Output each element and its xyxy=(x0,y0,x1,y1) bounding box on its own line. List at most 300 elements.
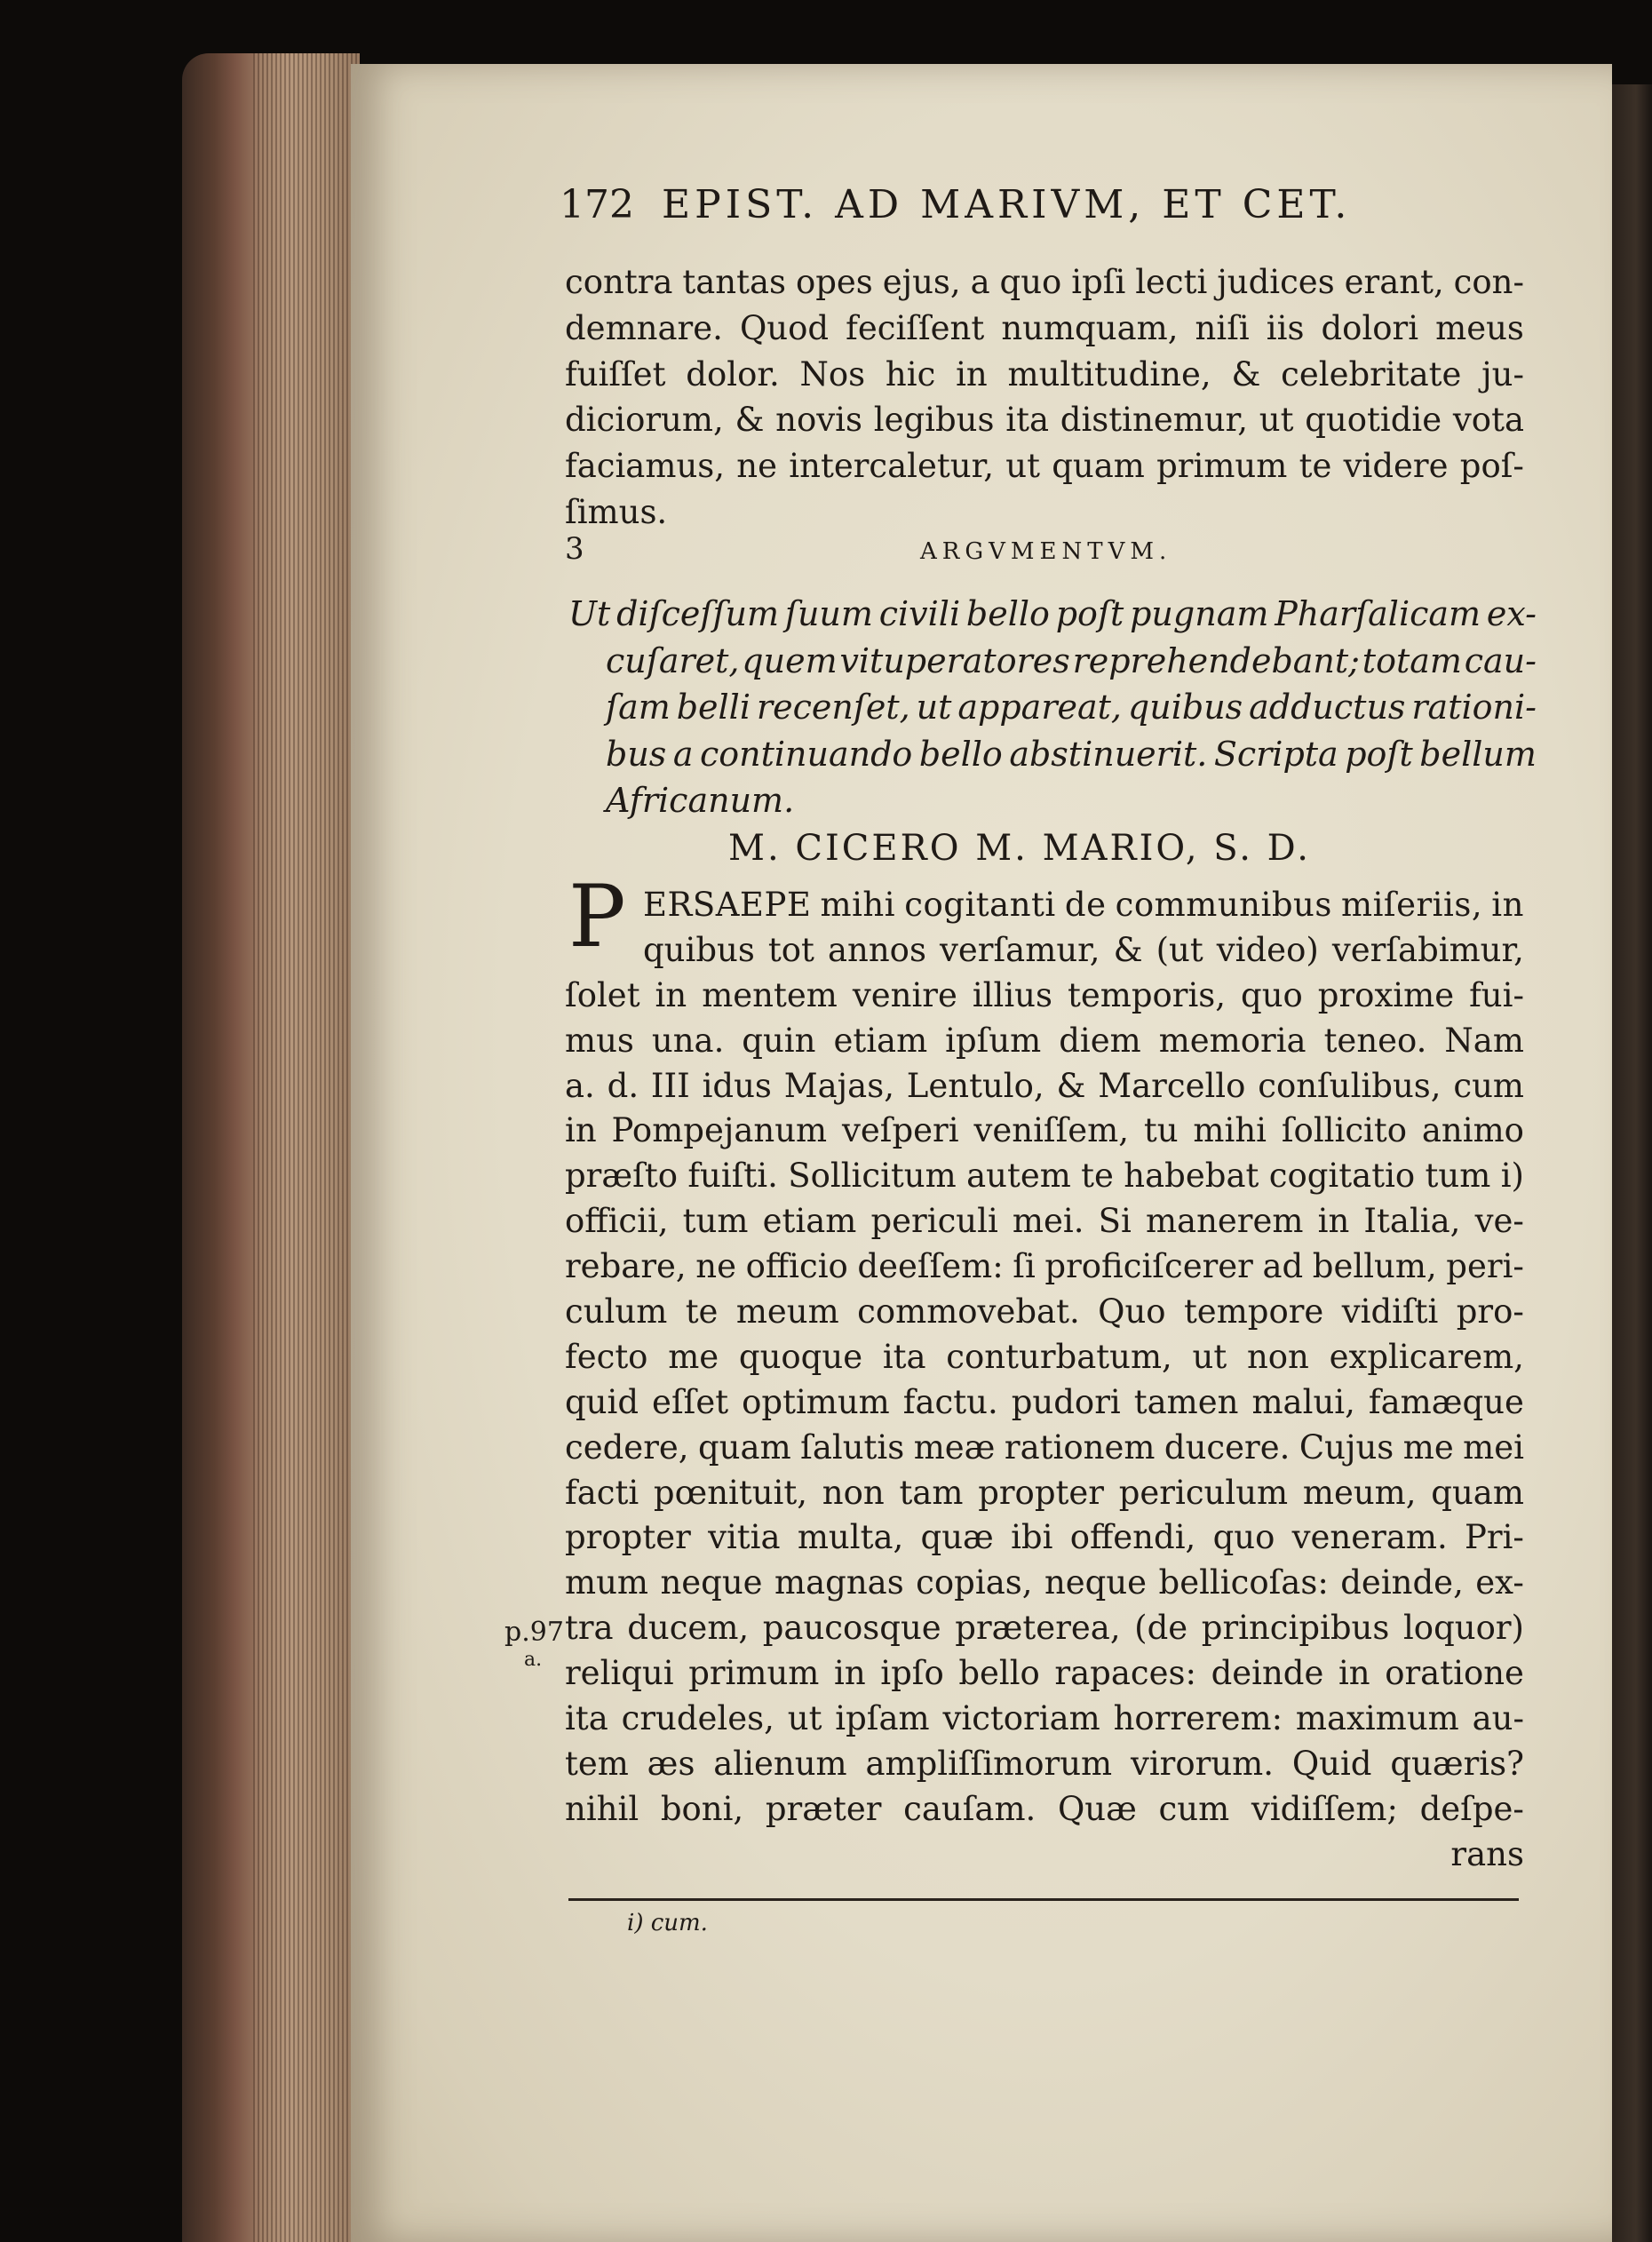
word: maximum xyxy=(1295,1699,1459,1738)
word: mihi xyxy=(820,886,896,924)
word: culum xyxy=(565,1292,668,1332)
word: fuiſſet xyxy=(565,354,666,394)
salutation: M. CICERO M. MARIO, S. D. xyxy=(728,828,1312,869)
word: præterea, xyxy=(955,1609,1121,1648)
word: ne xyxy=(695,1247,736,1286)
word: erant, xyxy=(1344,263,1444,301)
word: teneo. xyxy=(1323,1021,1427,1060)
book-page-edges xyxy=(182,53,360,2242)
word: demnare. xyxy=(565,308,723,347)
word: præter xyxy=(765,1789,882,1828)
argument-line: Africanum. xyxy=(606,781,795,820)
word: con- xyxy=(1453,263,1524,301)
word: opes xyxy=(795,263,873,301)
letter-line xyxy=(565,1697,1524,1742)
word: iis xyxy=(1266,308,1305,347)
word: & xyxy=(1056,1066,1086,1105)
word: crudeles, xyxy=(621,1699,774,1738)
word: poſ- xyxy=(1459,447,1524,486)
word: proficiſcerer xyxy=(1044,1247,1253,1286)
word: ſalutis xyxy=(800,1427,905,1467)
word: quin xyxy=(742,1021,816,1060)
word: miſeriis, xyxy=(1340,886,1483,924)
letter-line xyxy=(565,974,1524,1019)
word: Ut xyxy=(568,594,611,633)
word: a xyxy=(672,734,694,774)
word: multitudine, xyxy=(1007,354,1211,394)
word: & xyxy=(1231,354,1261,394)
word: Lentulo, xyxy=(906,1066,1044,1105)
margin-page-reference-sub: a. xyxy=(524,1649,543,1671)
word: non xyxy=(822,1473,885,1512)
letter-line xyxy=(565,1606,1524,1651)
word: Quo xyxy=(1098,1292,1166,1332)
word: quo xyxy=(999,263,1062,301)
word: periculi xyxy=(870,1202,998,1241)
word: continuando xyxy=(699,734,913,774)
word: offendi, xyxy=(1069,1518,1196,1557)
running-title: EPIST. AD MARIVM, ET CET. xyxy=(662,182,1352,227)
word: ejus, xyxy=(882,263,961,301)
word: novis xyxy=(775,401,862,440)
word: Nos xyxy=(799,354,866,394)
word: ut xyxy=(916,688,952,727)
word: optimum xyxy=(742,1382,890,1421)
word: ne xyxy=(736,447,778,486)
word: Pharſalicam xyxy=(1275,594,1481,633)
word: poſt xyxy=(1055,594,1124,633)
margin-page-reference: p.97 xyxy=(504,1617,564,1648)
word: poſt xyxy=(1345,734,1413,774)
word: pro- xyxy=(1456,1292,1524,1332)
word: annos xyxy=(827,930,926,969)
footnote: i) cum. xyxy=(627,1910,708,1936)
word: manerem xyxy=(1145,1202,1304,1241)
word: Pompejanum xyxy=(611,1111,828,1150)
word: deſpe- xyxy=(1419,1789,1524,1828)
word: ipſum xyxy=(945,1021,1042,1060)
text-line: ſimus. xyxy=(565,492,668,531)
word: diem xyxy=(1059,1021,1141,1060)
word: dolor. xyxy=(686,354,780,394)
letter-line xyxy=(565,1109,1524,1154)
letter-line xyxy=(565,1471,1524,1516)
word: copias, xyxy=(916,1563,1033,1602)
word: rationi- xyxy=(1411,688,1537,727)
letter-line xyxy=(565,1742,1524,1787)
word: in xyxy=(565,1111,597,1150)
word: veniſſem, xyxy=(973,1111,1130,1150)
word: cogitanti xyxy=(904,886,1056,924)
word: autem xyxy=(966,1157,1071,1196)
argument-text xyxy=(568,591,1537,824)
word: ut xyxy=(787,1699,822,1738)
word: Quod xyxy=(739,308,830,347)
word: ut xyxy=(1005,447,1040,486)
word: veſperi xyxy=(841,1111,959,1150)
word: Marcello xyxy=(1098,1066,1246,1105)
word: vidiſſem; xyxy=(1251,1789,1398,1828)
word: facti xyxy=(565,1473,639,1512)
word: ut xyxy=(1192,1337,1227,1376)
word: cau- xyxy=(1464,640,1537,680)
word: communibus xyxy=(1115,886,1332,924)
word: te xyxy=(685,1292,719,1332)
letter-line xyxy=(565,1064,1524,1109)
argument-line xyxy=(568,638,1537,685)
running-header xyxy=(560,182,1448,227)
word: mei xyxy=(1463,1427,1524,1467)
letter-line xyxy=(565,1244,1524,1290)
word: tot xyxy=(767,930,814,969)
word: ve- xyxy=(1474,1202,1524,1241)
word: præſto xyxy=(565,1157,678,1196)
word: vota xyxy=(1452,401,1524,440)
letter-line xyxy=(565,1380,1524,1426)
word: illius xyxy=(972,975,1052,1014)
word: lecti xyxy=(1135,263,1208,301)
letter-line xyxy=(565,928,1524,974)
word: tantas xyxy=(682,263,787,301)
word: appareat, xyxy=(957,688,1122,727)
word: au- xyxy=(1472,1699,1524,1738)
word: ita xyxy=(1005,401,1050,440)
word: ut xyxy=(1259,401,1294,440)
word: tum xyxy=(682,1202,749,1241)
word: (ut xyxy=(1156,930,1203,969)
word: cedere, xyxy=(565,1427,689,1467)
word: feciſſent xyxy=(846,308,985,347)
word: non xyxy=(1246,1337,1309,1376)
word: adductus xyxy=(1249,688,1406,727)
word: intercaletur, xyxy=(789,447,994,486)
argument-title: ARGVMENTVM. xyxy=(920,538,1172,565)
letter-line xyxy=(565,1335,1524,1380)
word: belli xyxy=(676,688,751,727)
word: primum xyxy=(688,1654,820,1693)
word: pœnituit, xyxy=(653,1473,808,1512)
word: proxime xyxy=(1317,975,1455,1014)
word: Italia, xyxy=(1363,1202,1461,1241)
word: quibus xyxy=(1127,688,1243,727)
word: primum xyxy=(1156,447,1288,486)
drop-cap: P xyxy=(568,867,626,966)
word: fuiſti. xyxy=(687,1157,778,1196)
word: Quid xyxy=(1291,1744,1372,1783)
word: Quæ xyxy=(1057,1789,1137,1828)
letter-line xyxy=(565,1290,1524,1335)
word: peri- xyxy=(1446,1247,1524,1286)
word: deinde, xyxy=(1340,1563,1464,1602)
word: quoque xyxy=(738,1337,863,1376)
word: oratione xyxy=(1385,1654,1524,1693)
word: pudori xyxy=(1011,1382,1121,1421)
word: hic xyxy=(885,354,936,394)
word: vidiſti xyxy=(1341,1292,1439,1332)
word: bello xyxy=(918,734,1003,774)
word: explicarem, xyxy=(1329,1337,1524,1376)
word: ipſi xyxy=(1071,263,1126,301)
word: deinde xyxy=(1211,1654,1324,1693)
word: meum, xyxy=(1302,1473,1417,1512)
argument-line xyxy=(568,591,1537,638)
word: ſollicito xyxy=(1281,1111,1408,1150)
word: rationem xyxy=(1004,1427,1156,1467)
page-edge-lines xyxy=(253,53,360,2242)
word: tamen xyxy=(1133,1382,1239,1421)
word: quæ xyxy=(920,1518,994,1557)
letter-line xyxy=(565,883,1524,928)
word: quo xyxy=(1241,975,1303,1014)
word: meus xyxy=(1435,308,1524,347)
word: d. xyxy=(607,1066,639,1105)
word: meum xyxy=(735,1292,839,1332)
text-line xyxy=(565,306,1524,352)
word: ex- xyxy=(1486,594,1537,633)
facing-page-strip xyxy=(1612,84,1652,2242)
word: neque xyxy=(660,1563,763,1602)
word: nihil xyxy=(565,1789,639,1828)
word: tum xyxy=(1425,1157,1491,1196)
catchword: rans xyxy=(1450,1834,1524,1873)
word: abstinuerit. xyxy=(1009,734,1208,774)
word: in xyxy=(1491,886,1524,924)
word: etiam xyxy=(762,1202,857,1241)
word: fecto xyxy=(565,1337,648,1376)
word: vitia xyxy=(708,1518,781,1557)
word: videre xyxy=(1343,447,1449,486)
letter-line xyxy=(565,1651,1524,1697)
word: famæque xyxy=(1368,1382,1524,1421)
word: reprehendebant; xyxy=(1072,640,1360,680)
word: quam xyxy=(1052,447,1145,486)
word: multa, xyxy=(797,1518,904,1557)
word: conſulibus, xyxy=(1258,1066,1442,1105)
word: paucosque xyxy=(762,1609,941,1648)
word: ſolet xyxy=(565,975,640,1014)
word: ſi xyxy=(1013,1247,1036,1286)
word: malui, xyxy=(1251,1382,1355,1421)
word: de xyxy=(1064,886,1107,924)
word: temporis, xyxy=(1067,975,1227,1014)
word: i) xyxy=(1500,1157,1524,1196)
word: me xyxy=(1402,1427,1454,1467)
word: mum xyxy=(565,1563,648,1602)
word: eſſet xyxy=(652,1382,729,1421)
word: mihi xyxy=(1193,1111,1267,1150)
word: venire xyxy=(852,975,957,1014)
word: habebat xyxy=(1124,1157,1259,1196)
letter-line xyxy=(565,1019,1524,1064)
word: contra xyxy=(565,263,673,301)
letter-line xyxy=(565,1787,1524,1833)
text-line xyxy=(565,397,1524,443)
word: ſuum xyxy=(784,594,873,633)
word: Pri- xyxy=(1465,1518,1524,1557)
word: memoria xyxy=(1158,1021,1307,1060)
word: ſam xyxy=(606,688,671,727)
word: diſceſſum xyxy=(616,594,780,633)
word: boni, xyxy=(660,1789,744,1828)
word: fui- xyxy=(1469,975,1524,1014)
word: propter xyxy=(565,1518,691,1557)
word: mus xyxy=(565,1021,634,1060)
text-line xyxy=(565,352,1524,398)
word: tempore xyxy=(1183,1292,1324,1332)
letter-line xyxy=(565,1199,1524,1244)
word: alienum xyxy=(713,1744,847,1783)
word: pugnam xyxy=(1130,594,1269,633)
word: legibus xyxy=(873,401,995,440)
word: rebare, xyxy=(565,1247,687,1286)
word: in xyxy=(833,1654,866,1693)
letter-number: 3 xyxy=(565,531,584,567)
word: judices xyxy=(1217,263,1335,301)
word: principibus xyxy=(1201,1609,1390,1648)
word: bello xyxy=(965,594,1050,633)
word: totam xyxy=(1362,640,1462,680)
word: in xyxy=(956,354,988,394)
argument-line xyxy=(568,731,1537,778)
word: & xyxy=(1113,930,1143,969)
word: te xyxy=(1299,447,1332,486)
text-line xyxy=(565,443,1524,489)
word: numquam, xyxy=(1001,308,1179,347)
word: quid xyxy=(565,1382,639,1421)
word: faciamus, xyxy=(565,447,726,486)
word: ibi xyxy=(1011,1518,1053,1557)
word: neque xyxy=(1044,1563,1148,1602)
word: quibus xyxy=(643,930,755,969)
continued-text xyxy=(565,259,1524,536)
word: quem xyxy=(742,640,838,680)
word: magnas xyxy=(774,1563,904,1602)
word: tam xyxy=(899,1473,964,1512)
word: veneram. xyxy=(1291,1518,1448,1557)
word: bellum, xyxy=(1312,1247,1437,1286)
letter-text xyxy=(565,883,1524,1878)
word: cauſam. xyxy=(903,1789,1036,1828)
word: in xyxy=(1317,1202,1350,1241)
word: bus xyxy=(606,734,667,774)
word: recenſet, xyxy=(756,688,910,727)
word: officii, xyxy=(565,1202,669,1241)
word: etiam xyxy=(833,1021,928,1060)
word: cum xyxy=(1453,1066,1524,1105)
word: horrerem: xyxy=(1113,1699,1283,1738)
word: rapaces: xyxy=(1054,1654,1196,1693)
argument-heading xyxy=(565,531,1524,567)
word: deeſſem: xyxy=(857,1247,1004,1286)
word: ipſo xyxy=(880,1654,944,1693)
word: Scripta xyxy=(1213,734,1338,774)
word: in xyxy=(655,975,687,1014)
word: ipſam xyxy=(835,1699,930,1738)
word: ampliſſimorum xyxy=(865,1744,1113,1783)
word: tem xyxy=(565,1744,629,1783)
word: mei. xyxy=(1012,1202,1084,1241)
letter-line xyxy=(565,1154,1524,1199)
word: Sollicitum xyxy=(788,1157,957,1196)
word: ad xyxy=(1262,1247,1304,1286)
word: quam xyxy=(1431,1473,1524,1512)
word: ducem, xyxy=(627,1609,750,1648)
word: meæ xyxy=(913,1427,996,1467)
word: commovebat. xyxy=(857,1292,1080,1332)
word: verſabimur, xyxy=(1331,930,1524,969)
word: te xyxy=(1081,1157,1114,1196)
word: ita xyxy=(565,1699,608,1738)
word: cum xyxy=(1158,1789,1230,1828)
word: distinemur, xyxy=(1060,401,1249,440)
word: factu. xyxy=(902,1382,998,1421)
word: loquor) xyxy=(1402,1609,1524,1648)
letter-line xyxy=(565,1561,1524,1606)
word: periculum xyxy=(1118,1473,1289,1512)
word: quæris? xyxy=(1390,1744,1524,1783)
letter-line xyxy=(565,1515,1524,1561)
word: civili xyxy=(878,594,961,633)
word: vituperatores xyxy=(839,640,1070,680)
word: officio xyxy=(745,1247,848,1286)
word: & xyxy=(735,401,765,440)
word: propter xyxy=(978,1473,1104,1512)
word: III xyxy=(650,1066,690,1105)
word: ju- xyxy=(1481,354,1524,394)
word: (de xyxy=(1134,1609,1188,1648)
word: verſamur, xyxy=(940,930,1100,969)
word: tra xyxy=(565,1609,614,1648)
word: quam xyxy=(698,1427,791,1467)
word: Si xyxy=(1098,1202,1132,1241)
word: diciorum, xyxy=(565,401,724,440)
word: a. xyxy=(565,1066,595,1105)
word: niſi xyxy=(1195,308,1250,347)
word: Nam xyxy=(1444,1021,1524,1060)
word: bellum xyxy=(1419,734,1537,774)
text-line xyxy=(565,259,1524,306)
word: celebritate xyxy=(1281,354,1462,394)
word: Majas, xyxy=(783,1066,894,1105)
word: reliqui xyxy=(565,1654,674,1693)
word: victoriam xyxy=(942,1699,1100,1738)
word: dolori xyxy=(1321,308,1419,347)
word: ERSAEPE xyxy=(643,886,812,924)
word: cogitatio xyxy=(1268,1157,1416,1196)
word: ducere. xyxy=(1164,1427,1291,1467)
word: a xyxy=(970,263,990,301)
word: bello xyxy=(958,1654,1040,1693)
word: quo xyxy=(1212,1518,1275,1557)
word: æs xyxy=(647,1744,695,1783)
word: bellicoſas: xyxy=(1158,1563,1329,1602)
word: ex- xyxy=(1475,1563,1524,1602)
word: me xyxy=(668,1337,719,1376)
footnote-rule xyxy=(568,1898,1519,1901)
word: quotidie xyxy=(1305,401,1442,440)
word: cuſaret, xyxy=(606,640,740,680)
word: virorum. xyxy=(1130,1744,1274,1783)
word: video) xyxy=(1216,930,1319,969)
word: mentem xyxy=(702,975,838,1014)
word: Cujus xyxy=(1299,1427,1394,1467)
word: conturbatum, xyxy=(946,1337,1172,1376)
word: animo xyxy=(1421,1111,1524,1150)
page-number: 172 xyxy=(560,182,634,227)
word: ita xyxy=(882,1337,926,1376)
word: tu xyxy=(1143,1111,1179,1150)
word: idus xyxy=(702,1066,772,1105)
